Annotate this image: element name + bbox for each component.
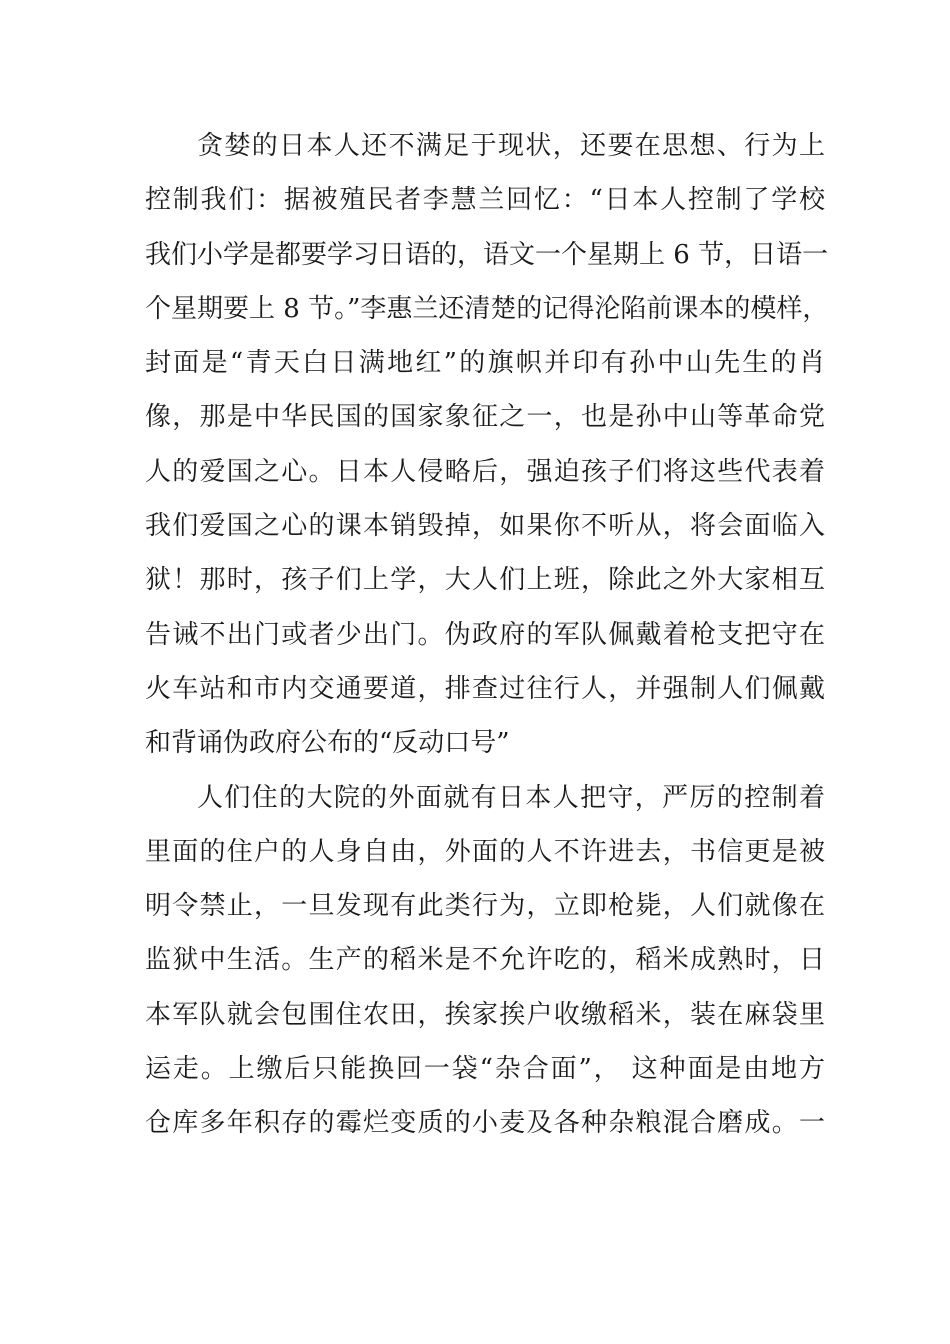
text-line: 个星期要上 8 节。”李惠兰还清楚的记得沦陷前课本的模样， (145, 293, 829, 324)
text-line: 像，那是中华民国的国家象征之一，也是孙中山等革命党 (145, 402, 825, 433)
text-line: 火车站和市内交通要道，排查过往行人，并强制人们佩戴 (145, 673, 825, 704)
text-line: 控制我们：据被殖民者李慧兰回忆：“日本人控制了学校 (145, 185, 825, 216)
text-line: 和背诵伪政府公布的“反动口号” (145, 728, 510, 759)
text-line: 告诫不出门或者少出门。伪政府的军队佩戴着枪支把守在 (145, 619, 825, 650)
text-line: 明令禁止，一旦发现有此类行为，立即枪毙，人们就像在 (145, 891, 825, 922)
text-line: 监狱中生活。生产的稻米是不允许吃的，稻米成熟时，日 (145, 945, 825, 976)
document-body (145, 119, 829, 1151)
text-line: 仓库多年积存的霉烂变质的小麦及各种杂粮混合磨成。一 (145, 1108, 825, 1139)
text-line: 人的爱国之心。日本人侵略后，强迫孩子们将这些代表着 (145, 456, 825, 487)
text-line: 贪婪的日本人还不满足于现状，还要在思想、行为上 (197, 131, 825, 161)
paragraph-1 (145, 119, 829, 771)
text-line: 运走。上缴后只能换回一袋“杂合面”， 这种面是由地方 (145, 1054, 825, 1085)
text-line: 本军队就会包围住农田，挨家挨户收缴稻米，装在麻袋里 (145, 999, 825, 1030)
text-line: 狱！那时，孩子们上学，大人们上班，除此之外大家相互 (145, 565, 825, 596)
text-line: 封面是“青天白日满地红”的旗帜并印有孙中山先生的肖 (145, 348, 825, 379)
text-line: 人们住的大院的外面就有日本人把守，严厉的控制着 (197, 782, 825, 813)
paragraph-2 (145, 771, 825, 1151)
text-line: 我们爱国之心的课本销毁掉，如果你不听从，将会面临入 (145, 511, 825, 542)
text-line: 我们小学是都要学习日语的，语文一个星期上 6 节，日语一 (145, 239, 829, 270)
text-line: 里面的住户的人身自由，外面的人不许进去，书信更是被 (145, 836, 825, 867)
